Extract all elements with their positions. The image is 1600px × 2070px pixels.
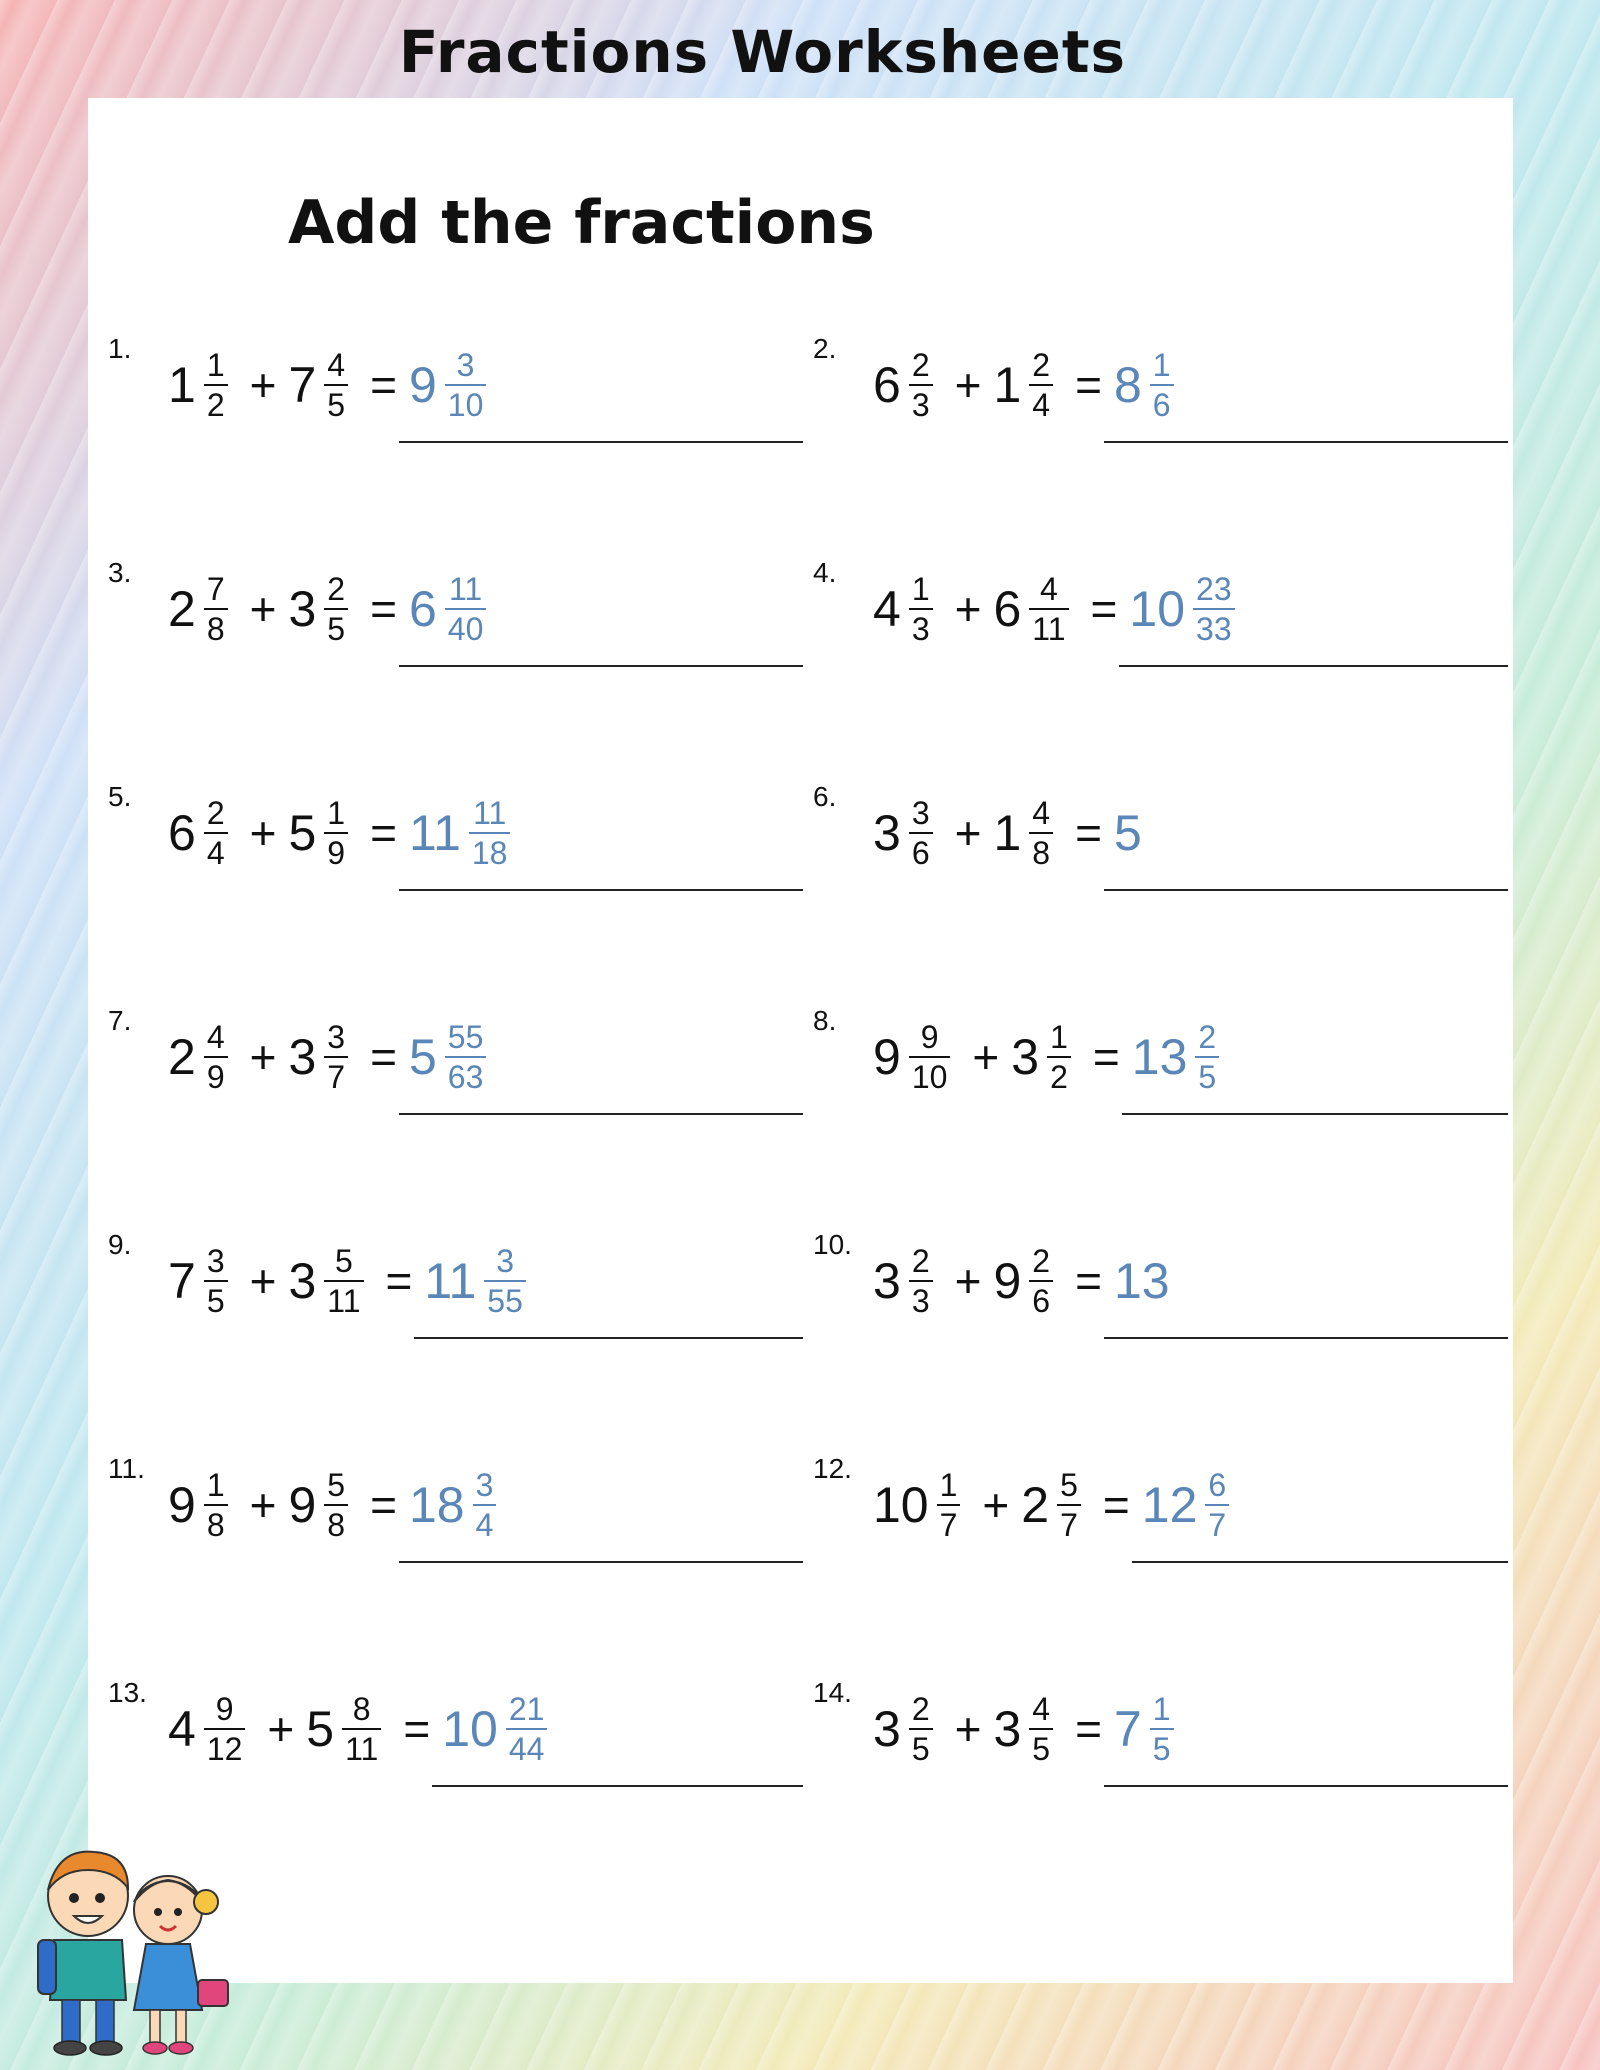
problem-9 <box>108 1229 813 1349</box>
numerator: 11 <box>473 795 507 831</box>
numerator: 2 <box>1032 1243 1051 1279</box>
denominator: 7 <box>324 1056 348 1093</box>
answer-whole: 10 <box>1129 581 1186 637</box>
plus-sign: + <box>972 1031 1000 1083</box>
fraction <box>909 1245 933 1317</box>
whole-number: 6 <box>873 357 901 413</box>
fraction <box>324 797 348 869</box>
denominator: 40 <box>445 608 487 645</box>
fraction <box>909 349 933 421</box>
fraction <box>1029 797 1053 869</box>
answer <box>409 797 521 869</box>
equals-sign: = <box>1075 359 1102 411</box>
fraction <box>324 349 348 421</box>
denominator: 9 <box>204 1056 228 1093</box>
expression <box>873 1689 1184 1769</box>
answer-fraction <box>1150 1693 1174 1765</box>
denominator: 5 <box>1029 1728 1053 1765</box>
problem-4 <box>813 557 1518 677</box>
problem-number: 11. <box>108 1453 145 1484</box>
answer-line <box>399 889 803 891</box>
problem-3 <box>108 557 813 677</box>
fraction <box>324 1469 348 1541</box>
denominator: 7 <box>1205 1504 1229 1541</box>
whole-number: 9 <box>873 1029 901 1085</box>
equals-sign: = <box>403 1703 431 1755</box>
answer-line <box>1104 441 1508 443</box>
numerator: 1 <box>327 795 346 831</box>
equals-sign: = <box>1102 1479 1130 1531</box>
numerator: 4 <box>327 347 346 383</box>
plus-sign: + <box>982 1479 1010 1531</box>
expression <box>873 569 1245 649</box>
whole-number: 3 <box>1011 1029 1040 1085</box>
numerator: 2 <box>911 347 930 383</box>
fraction <box>909 1021 951 1093</box>
problem-number: 8. <box>813 1005 837 1036</box>
numerator: 4 <box>1032 1691 1051 1727</box>
answer-line <box>414 1337 803 1339</box>
answer <box>1132 1021 1229 1093</box>
fraction <box>204 573 228 645</box>
equals-sign: = <box>1075 1255 1102 1307</box>
equals-sign: = <box>1075 1703 1102 1755</box>
problem-number: 12. <box>813 1453 852 1484</box>
equals-sign: = <box>385 1255 413 1307</box>
problem-number: 13. <box>108 1677 147 1708</box>
expression <box>168 793 520 873</box>
answer-line <box>1104 1785 1508 1787</box>
denominator: 6 <box>909 832 933 869</box>
fraction <box>1047 1021 1071 1093</box>
page-title: Fractions Worksheets <box>398 18 1127 86</box>
expression <box>873 1241 1170 1321</box>
numerator: 6 <box>1208 1467 1227 1503</box>
denominator: 4 <box>1029 384 1053 421</box>
expression <box>168 1689 557 1769</box>
whole-number: 7 <box>168 1253 196 1309</box>
plus-sign: + <box>954 1703 982 1755</box>
numerator: 2 <box>1032 347 1051 383</box>
problem-1 <box>108 333 813 453</box>
numerator: 3 <box>911 795 930 831</box>
answer-line <box>432 1785 803 1787</box>
answer-line <box>399 1561 803 1563</box>
denominator: 44 <box>506 1728 548 1765</box>
answer-whole: 13 <box>1113 1253 1170 1309</box>
denominator: 33 <box>1193 608 1235 645</box>
numerator: 1 <box>1152 347 1171 383</box>
denominator: 5 <box>1195 1056 1219 1093</box>
problem-6 <box>813 781 1518 901</box>
plus-sign: + <box>267 1703 295 1755</box>
denominator: 8 <box>204 1504 228 1541</box>
fraction <box>204 1469 228 1541</box>
answer-line <box>1104 1337 1508 1339</box>
numerator: 23 <box>1196 571 1232 607</box>
answer <box>409 1021 496 1093</box>
plus-sign: + <box>249 583 277 635</box>
numerator: 4 <box>206 1019 225 1055</box>
expression <box>168 1465 506 1545</box>
numerator: 9 <box>920 1019 939 1055</box>
problem-number: 10. <box>813 1229 852 1260</box>
answer-whole: 12 <box>1141 1477 1198 1533</box>
denominator: 63 <box>445 1056 487 1093</box>
answer <box>1114 1693 1184 1765</box>
problem-number: 1. <box>108 333 132 364</box>
whole-number: 1 <box>993 357 1022 413</box>
whole-number: 2 <box>168 581 196 637</box>
denominator: 5 <box>204 1280 228 1317</box>
fraction <box>937 1469 961 1541</box>
instruction-heading: Add the fractions <box>288 188 875 258</box>
numerator: 2 <box>911 1691 930 1727</box>
numerator: 5 <box>327 1467 346 1503</box>
answer-line <box>399 1113 803 1115</box>
numerator: 8 <box>352 1691 371 1727</box>
numerator: 2 <box>911 1243 930 1279</box>
whole-number: 3 <box>288 1029 317 1085</box>
numerator: 3 <box>475 1467 494 1503</box>
worksheet <box>88 98 1513 1983</box>
expression <box>168 569 496 649</box>
problem-7 <box>108 1005 813 1125</box>
numerator: 1 <box>1152 1691 1171 1727</box>
plus-sign: + <box>249 1479 277 1531</box>
fraction <box>204 1245 228 1317</box>
fraction <box>1029 573 1068 645</box>
fraction <box>204 349 228 421</box>
whole-number: 9 <box>993 1253 1022 1309</box>
expression <box>873 1465 1239 1545</box>
answer-whole: 11 <box>424 1253 477 1309</box>
expression <box>168 1241 536 1321</box>
answer-whole: 13 <box>1131 1029 1188 1085</box>
answer-fraction <box>445 573 487 645</box>
problem-14 <box>813 1677 1518 1797</box>
denominator: 5 <box>909 1728 933 1765</box>
children-illustration <box>18 1840 248 2060</box>
denominator: 11 <box>342 1728 381 1765</box>
answer-whole: 18 <box>408 1477 465 1533</box>
equals-sign: = <box>370 359 397 411</box>
problem-number: 5. <box>108 781 132 812</box>
problem-number: 7. <box>108 1005 132 1036</box>
problem-number: 9. <box>108 1229 132 1260</box>
numerator: 2 <box>1198 1019 1217 1055</box>
equals-sign: = <box>370 583 397 635</box>
answer-fraction <box>1193 573 1235 645</box>
whole-number: 1 <box>993 805 1022 861</box>
denominator: 8 <box>324 1504 348 1541</box>
answer-fraction <box>469 797 511 869</box>
answer-whole: 8 <box>1113 357 1142 413</box>
equals-sign: = <box>1075 807 1102 859</box>
fraction <box>909 797 933 869</box>
plus-sign: + <box>954 1255 982 1307</box>
numerator: 3 <box>456 347 475 383</box>
answer-line <box>1122 1113 1508 1115</box>
answer-whole: 5 <box>1113 805 1142 861</box>
numerator: 9 <box>215 1691 234 1727</box>
answer-line <box>1104 889 1508 891</box>
whole-number: 10 <box>873 1477 929 1533</box>
expression <box>873 345 1184 425</box>
denominator: 3 <box>909 1280 933 1317</box>
denominator: 11 <box>1029 608 1068 645</box>
whole-number: 9 <box>288 1477 317 1533</box>
whole-number: 3 <box>288 1253 317 1309</box>
whole-number: 3 <box>288 581 317 637</box>
fraction <box>1029 349 1053 421</box>
numerator: 3 <box>496 1243 514 1279</box>
problem-13 <box>108 1677 813 1797</box>
denominator: 9 <box>324 832 348 869</box>
whole-number: 3 <box>993 1701 1022 1757</box>
denominator: 4 <box>204 832 228 869</box>
fraction <box>204 1021 228 1093</box>
denominator: 18 <box>469 832 511 869</box>
denominator: 4 <box>473 1504 497 1541</box>
problem-number: 14. <box>813 1677 852 1708</box>
expression <box>873 1017 1229 1097</box>
answer-line <box>399 441 803 443</box>
answer <box>1114 349 1184 421</box>
answer <box>409 349 496 421</box>
answer-line <box>1132 1561 1508 1563</box>
expression <box>873 793 1142 873</box>
denominator: 11 <box>324 1280 363 1317</box>
problem-number: 6. <box>813 781 837 812</box>
numerator: 4 <box>1032 795 1051 831</box>
numerator: 2 <box>206 795 225 831</box>
answer-whole: 9 <box>408 357 437 413</box>
answer-whole: 11 <box>408 805 461 861</box>
expression <box>168 1017 496 1097</box>
answer-whole: 5 <box>408 1029 437 1085</box>
problem-number: 4. <box>813 557 837 588</box>
fraction <box>909 1693 933 1765</box>
fraction <box>909 573 933 645</box>
answer-whole: 6 <box>408 581 437 637</box>
problem-number: 3. <box>108 557 132 588</box>
answer-fraction <box>1195 1021 1219 1093</box>
plus-sign: + <box>954 583 982 635</box>
answer <box>442 1693 557 1765</box>
denominator: 8 <box>1029 832 1053 869</box>
whole-number: 1 <box>168 357 196 413</box>
plus-sign: + <box>249 359 277 411</box>
whole-number: 3 <box>873 1701 901 1757</box>
fraction <box>324 1021 348 1093</box>
answer <box>409 573 496 645</box>
numerator: 2 <box>327 571 346 607</box>
fraction <box>324 573 348 645</box>
denominator: 2 <box>1047 1056 1071 1093</box>
fraction <box>1029 1245 1053 1317</box>
numerator: 11 <box>448 571 483 607</box>
whole-number: 6 <box>993 581 1022 637</box>
answer <box>409 1469 506 1541</box>
equals-sign: = <box>370 1031 397 1083</box>
whole-number: 5 <box>306 1701 335 1757</box>
answer-fraction <box>473 1469 497 1541</box>
denominator: 12 <box>204 1728 246 1765</box>
problem-10 <box>813 1229 1518 1349</box>
expression <box>168 345 496 425</box>
answer <box>1113 805 1142 861</box>
denominator: 8 <box>204 608 228 645</box>
answer <box>1142 1469 1239 1541</box>
fraction <box>204 1693 246 1765</box>
whole-number: 4 <box>168 1701 196 1757</box>
answer-whole: 7 <box>1113 1701 1142 1757</box>
answer <box>1113 1253 1170 1309</box>
plus-sign: + <box>249 1255 277 1307</box>
answer-fraction <box>1205 1469 1229 1541</box>
denominator: 3 <box>909 608 933 645</box>
answer-whole: 10 <box>442 1701 498 1757</box>
equals-sign: = <box>370 807 397 859</box>
numerator: 4 <box>1040 571 1058 607</box>
problem-2 <box>813 333 1518 453</box>
plus-sign: + <box>249 807 277 859</box>
fraction <box>1029 1693 1053 1765</box>
plus-sign: + <box>249 1031 277 1083</box>
denominator: 3 <box>909 384 933 421</box>
denominator: 5 <box>324 384 348 421</box>
answer-line <box>1119 665 1508 667</box>
fraction <box>204 797 228 869</box>
equals-sign: = <box>1092 1031 1120 1083</box>
numerator: 3 <box>206 1243 225 1279</box>
numerator: 3 <box>327 1019 346 1055</box>
denominator: 7 <box>1057 1504 1081 1541</box>
denominator: 6 <box>1029 1280 1053 1317</box>
denominator: 10 <box>445 384 487 421</box>
whole-number: 4 <box>873 581 901 637</box>
numerator: 21 <box>508 1691 545 1727</box>
numerator: 1 <box>939 1467 958 1503</box>
problem-number: 2. <box>813 333 837 364</box>
whole-number: 2 <box>1021 1477 1050 1533</box>
whole-number: 5 <box>288 805 317 861</box>
answer-fraction <box>445 349 487 421</box>
numerator: 55 <box>447 1019 484 1055</box>
problem-8 <box>813 1005 1518 1125</box>
numerator: 5 <box>1060 1467 1078 1503</box>
denominator: 5 <box>1150 1728 1174 1765</box>
problem-5 <box>108 781 813 901</box>
denominator: 6 <box>1150 384 1174 421</box>
answer-fraction <box>445 1021 487 1093</box>
numerator: 1 <box>206 347 225 383</box>
whole-number: 3 <box>873 805 901 861</box>
numerator: 1 <box>206 1467 225 1503</box>
fraction <box>324 1245 363 1317</box>
plus-sign: + <box>954 359 982 411</box>
answer-fraction <box>1150 349 1174 421</box>
denominator: 10 <box>909 1056 951 1093</box>
equals-sign: = <box>370 1479 397 1531</box>
numerator: 5 <box>335 1243 353 1279</box>
numerator: 7 <box>206 571 225 607</box>
denominator: 5 <box>324 608 348 645</box>
whole-number: 2 <box>168 1029 196 1085</box>
denominator: 7 <box>937 1504 961 1541</box>
equals-sign: = <box>1090 583 1118 635</box>
answer-line <box>399 665 803 667</box>
fraction <box>1057 1469 1081 1541</box>
whole-number: 9 <box>168 1477 196 1533</box>
answer <box>1129 573 1244 645</box>
problem-12 <box>813 1453 1518 1573</box>
whole-number: 3 <box>873 1253 901 1309</box>
answer-fraction <box>506 1693 548 1765</box>
whole-number: 6 <box>168 805 196 861</box>
answer-fraction <box>484 1245 526 1317</box>
denominator: 55 <box>484 1280 526 1317</box>
numerator: 1 <box>1050 1019 1068 1055</box>
plus-sign: + <box>954 807 982 859</box>
fraction <box>342 1693 381 1765</box>
numerator: 1 <box>911 571 930 607</box>
answer <box>424 1245 536 1317</box>
whole-number: 7 <box>288 357 317 413</box>
problem-11 <box>108 1453 813 1573</box>
denominator: 2 <box>204 384 228 421</box>
